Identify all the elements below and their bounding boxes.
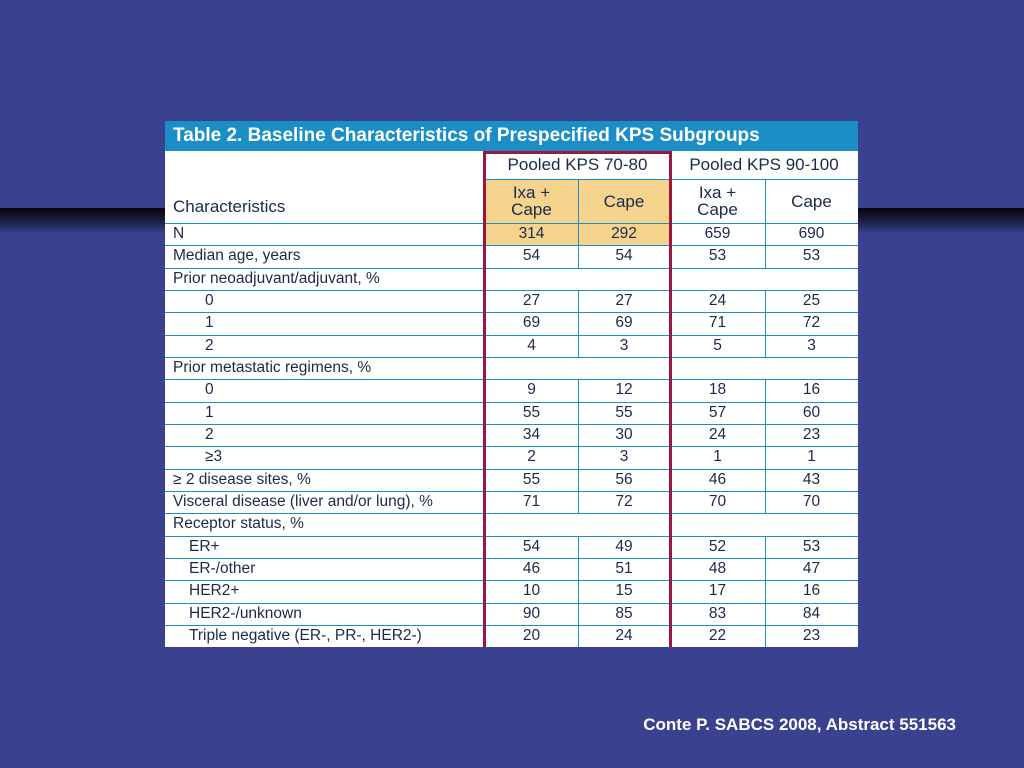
value-cell: 3 (619, 448, 629, 466)
value-cell (485, 357, 578, 379)
value-cell: 54 (615, 247, 633, 265)
group-header-kps-90-100: Pooled KPS 90-100 (689, 155, 839, 174)
row-label: ≥3 (205, 448, 223, 466)
table-row (165, 268, 858, 290)
row-label: Prior neoadjuvant/adjuvant, % (173, 269, 380, 287)
value-cell: 46 (708, 470, 727, 488)
value-cell: 47 (802, 559, 821, 577)
value-cell: 43 (802, 470, 821, 488)
value-cell: 71 (708, 314, 727, 332)
table-row (165, 603, 858, 625)
grid-line (165, 446, 858, 447)
value-cell: 24 (708, 425, 727, 443)
value-cell: 3 (619, 336, 629, 354)
value-cell: 30 (615, 425, 633, 443)
value-cell: 690 (798, 225, 825, 242)
row-label: HER2+ (189, 582, 240, 600)
table-row (165, 312, 858, 334)
value-cell: 54 (522, 537, 541, 555)
table-row (165, 290, 858, 312)
grid-line (165, 603, 858, 604)
grid-line (165, 290, 858, 291)
table-row (165, 379, 858, 401)
table-row (165, 558, 858, 580)
value-cell: 9 (527, 381, 536, 399)
row-label: Triple negative (ER-, PR-, HER2-) (189, 626, 422, 644)
value-cell: 1 (713, 448, 722, 466)
row-label: ER+ (189, 537, 220, 555)
value-cell (485, 268, 578, 290)
row-label: 0 (205, 381, 214, 399)
subheader-ixa-cape-70-80 (485, 179, 578, 223)
group-border (669, 151, 672, 647)
subheader-cape-90-100 (765, 179, 858, 223)
value-cell: 49 (615, 537, 633, 555)
grid-line (765, 179, 766, 268)
value-cell (670, 357, 765, 379)
row-label: 1 (205, 403, 214, 421)
value-cell: 16 (802, 381, 821, 399)
table-row (165, 424, 858, 446)
subheader-line: Cape (697, 200, 738, 219)
row-label: Visceral disease (liver and/or lung), % (173, 492, 433, 510)
table-row (165, 402, 858, 424)
value-cell (485, 513, 578, 535)
subheader-line: Ixa + (698, 183, 737, 202)
grid-line (765, 536, 766, 647)
grid-line (165, 223, 858, 224)
value-cell: 72 (615, 492, 633, 510)
row-label: N (173, 225, 185, 242)
value-cell: 20 (522, 626, 541, 644)
value-cell: 25 (802, 291, 821, 309)
value-cell: 90 (522, 604, 541, 622)
grid-line (165, 245, 858, 246)
value-cell: 53 (708, 247, 727, 265)
subheader-line: Cape (511, 200, 552, 219)
grid-line (165, 469, 858, 470)
value-cell: 24 (708, 291, 727, 309)
value-cell (765, 268, 858, 290)
table-title: Table 2. Baseline Characteristics of Prespecified KPS Subgroups (165, 121, 858, 151)
grid-line (165, 379, 858, 380)
value-cell: 52 (708, 537, 727, 555)
grid-line (165, 357, 858, 358)
value-cell: 292 (611, 225, 637, 242)
row-label: HER2-/unknown (189, 604, 302, 622)
value-cell (578, 357, 670, 379)
table-row (165, 245, 858, 267)
value-cell: 4 (527, 336, 536, 354)
value-cell: 72 (802, 314, 821, 332)
grid-line (165, 312, 858, 313)
row-label: Receptor status, % (173, 515, 304, 533)
value-cell: 53 (802, 247, 821, 265)
table-row (165, 357, 858, 379)
value-cell: 16 (802, 582, 821, 600)
table-row (165, 491, 858, 513)
value-cell: 56 (615, 470, 633, 488)
value-cell: 55 (522, 470, 541, 488)
value-cell: 69 (615, 314, 633, 332)
value-cell: 24 (615, 626, 633, 644)
value-cell: 3 (807, 336, 816, 354)
value-cell: 15 (615, 582, 633, 600)
value-cell: 51 (615, 559, 633, 577)
grid-line (165, 335, 858, 336)
value-cell: 23 (802, 425, 821, 443)
row-label: 0 (205, 291, 214, 309)
value-cell (670, 513, 765, 535)
grid-line (578, 536, 579, 647)
table-row (165, 536, 858, 558)
value-cell: 23 (802, 626, 821, 644)
value-cell: 60 (802, 403, 821, 421)
value-cell: 70 (708, 492, 727, 510)
value-cell: 22 (708, 626, 727, 644)
grid-line (578, 379, 579, 513)
value-cell: 57 (708, 403, 727, 421)
value-cell: 659 (704, 225, 731, 242)
value-cell: 71 (522, 492, 541, 510)
grid-line (165, 424, 858, 425)
grid-line (165, 580, 858, 581)
baseline-characteristics-table (165, 121, 858, 647)
value-cell: 53 (802, 537, 821, 555)
value-cell: 85 (615, 604, 633, 622)
value-cell: 1 (807, 448, 816, 466)
grid-line (578, 290, 579, 357)
table-row (165, 580, 858, 602)
value-cell: 27 (615, 291, 633, 309)
subheader-cape-70-80 (578, 179, 670, 223)
value-cell: 46 (522, 559, 541, 577)
row-label: Prior metastatic regimens, % (173, 358, 372, 376)
table-row (165, 335, 858, 357)
table-row (165, 223, 858, 245)
table-row (165, 469, 858, 491)
grid-line (165, 625, 858, 626)
value-cell: 70 (802, 492, 821, 510)
table-row (165, 446, 858, 468)
subheader-line: Cape (791, 191, 832, 211)
value-cell: 5 (713, 336, 722, 354)
value-cell: 55 (522, 403, 541, 421)
row-label: ≥ 2 disease sites, % (173, 470, 311, 488)
value-cell: 314 (518, 225, 545, 242)
citation-footer: Conte P. SABCS 2008, Abstract 551563 (643, 715, 956, 734)
grid-line (765, 290, 766, 357)
row-label: 1 (205, 314, 214, 332)
value-cell: 54 (522, 247, 541, 265)
value-cell: 34 (522, 425, 541, 443)
group-border (483, 151, 486, 647)
value-cell: 83 (708, 604, 727, 622)
characteristics-header: Characteristics (173, 197, 286, 216)
value-cell: 2 (527, 448, 536, 466)
value-cell (578, 268, 670, 290)
subheader-ixa-cape-90-100 (670, 179, 765, 223)
row-label: 2 (205, 336, 214, 354)
grid-line (578, 179, 579, 268)
value-cell: 69 (522, 314, 541, 332)
group-border (483, 151, 672, 154)
value-cell: 55 (615, 403, 633, 421)
grid-line (165, 513, 858, 514)
grid-line (765, 379, 766, 513)
group-header-kps-70-80: Pooled KPS 70-80 (507, 155, 648, 174)
value-cell (578, 513, 670, 535)
value-cell: 84 (802, 604, 821, 622)
row-label: ER-/other (189, 559, 256, 577)
grid-line (165, 558, 858, 559)
grid-line (165, 536, 858, 537)
value-cell: 17 (708, 582, 727, 600)
subheader-line: Ixa + (512, 183, 551, 202)
value-cell (765, 357, 858, 379)
value-cell: 48 (708, 559, 727, 577)
grid-line (165, 402, 858, 403)
value-cell: 12 (615, 381, 633, 399)
row-label: Median age, years (173, 247, 301, 265)
grid-line (165, 491, 858, 492)
value-cell: 27 (522, 291, 541, 309)
value-cell (670, 268, 765, 290)
table-row (165, 625, 858, 647)
value-cell: 18 (708, 381, 727, 399)
subheader-line: Cape (603, 191, 645, 211)
value-cell: 10 (522, 582, 541, 600)
value-cell (765, 513, 858, 535)
grid-line (165, 268, 858, 269)
row-label: 2 (205, 425, 214, 443)
table-row (165, 513, 858, 535)
